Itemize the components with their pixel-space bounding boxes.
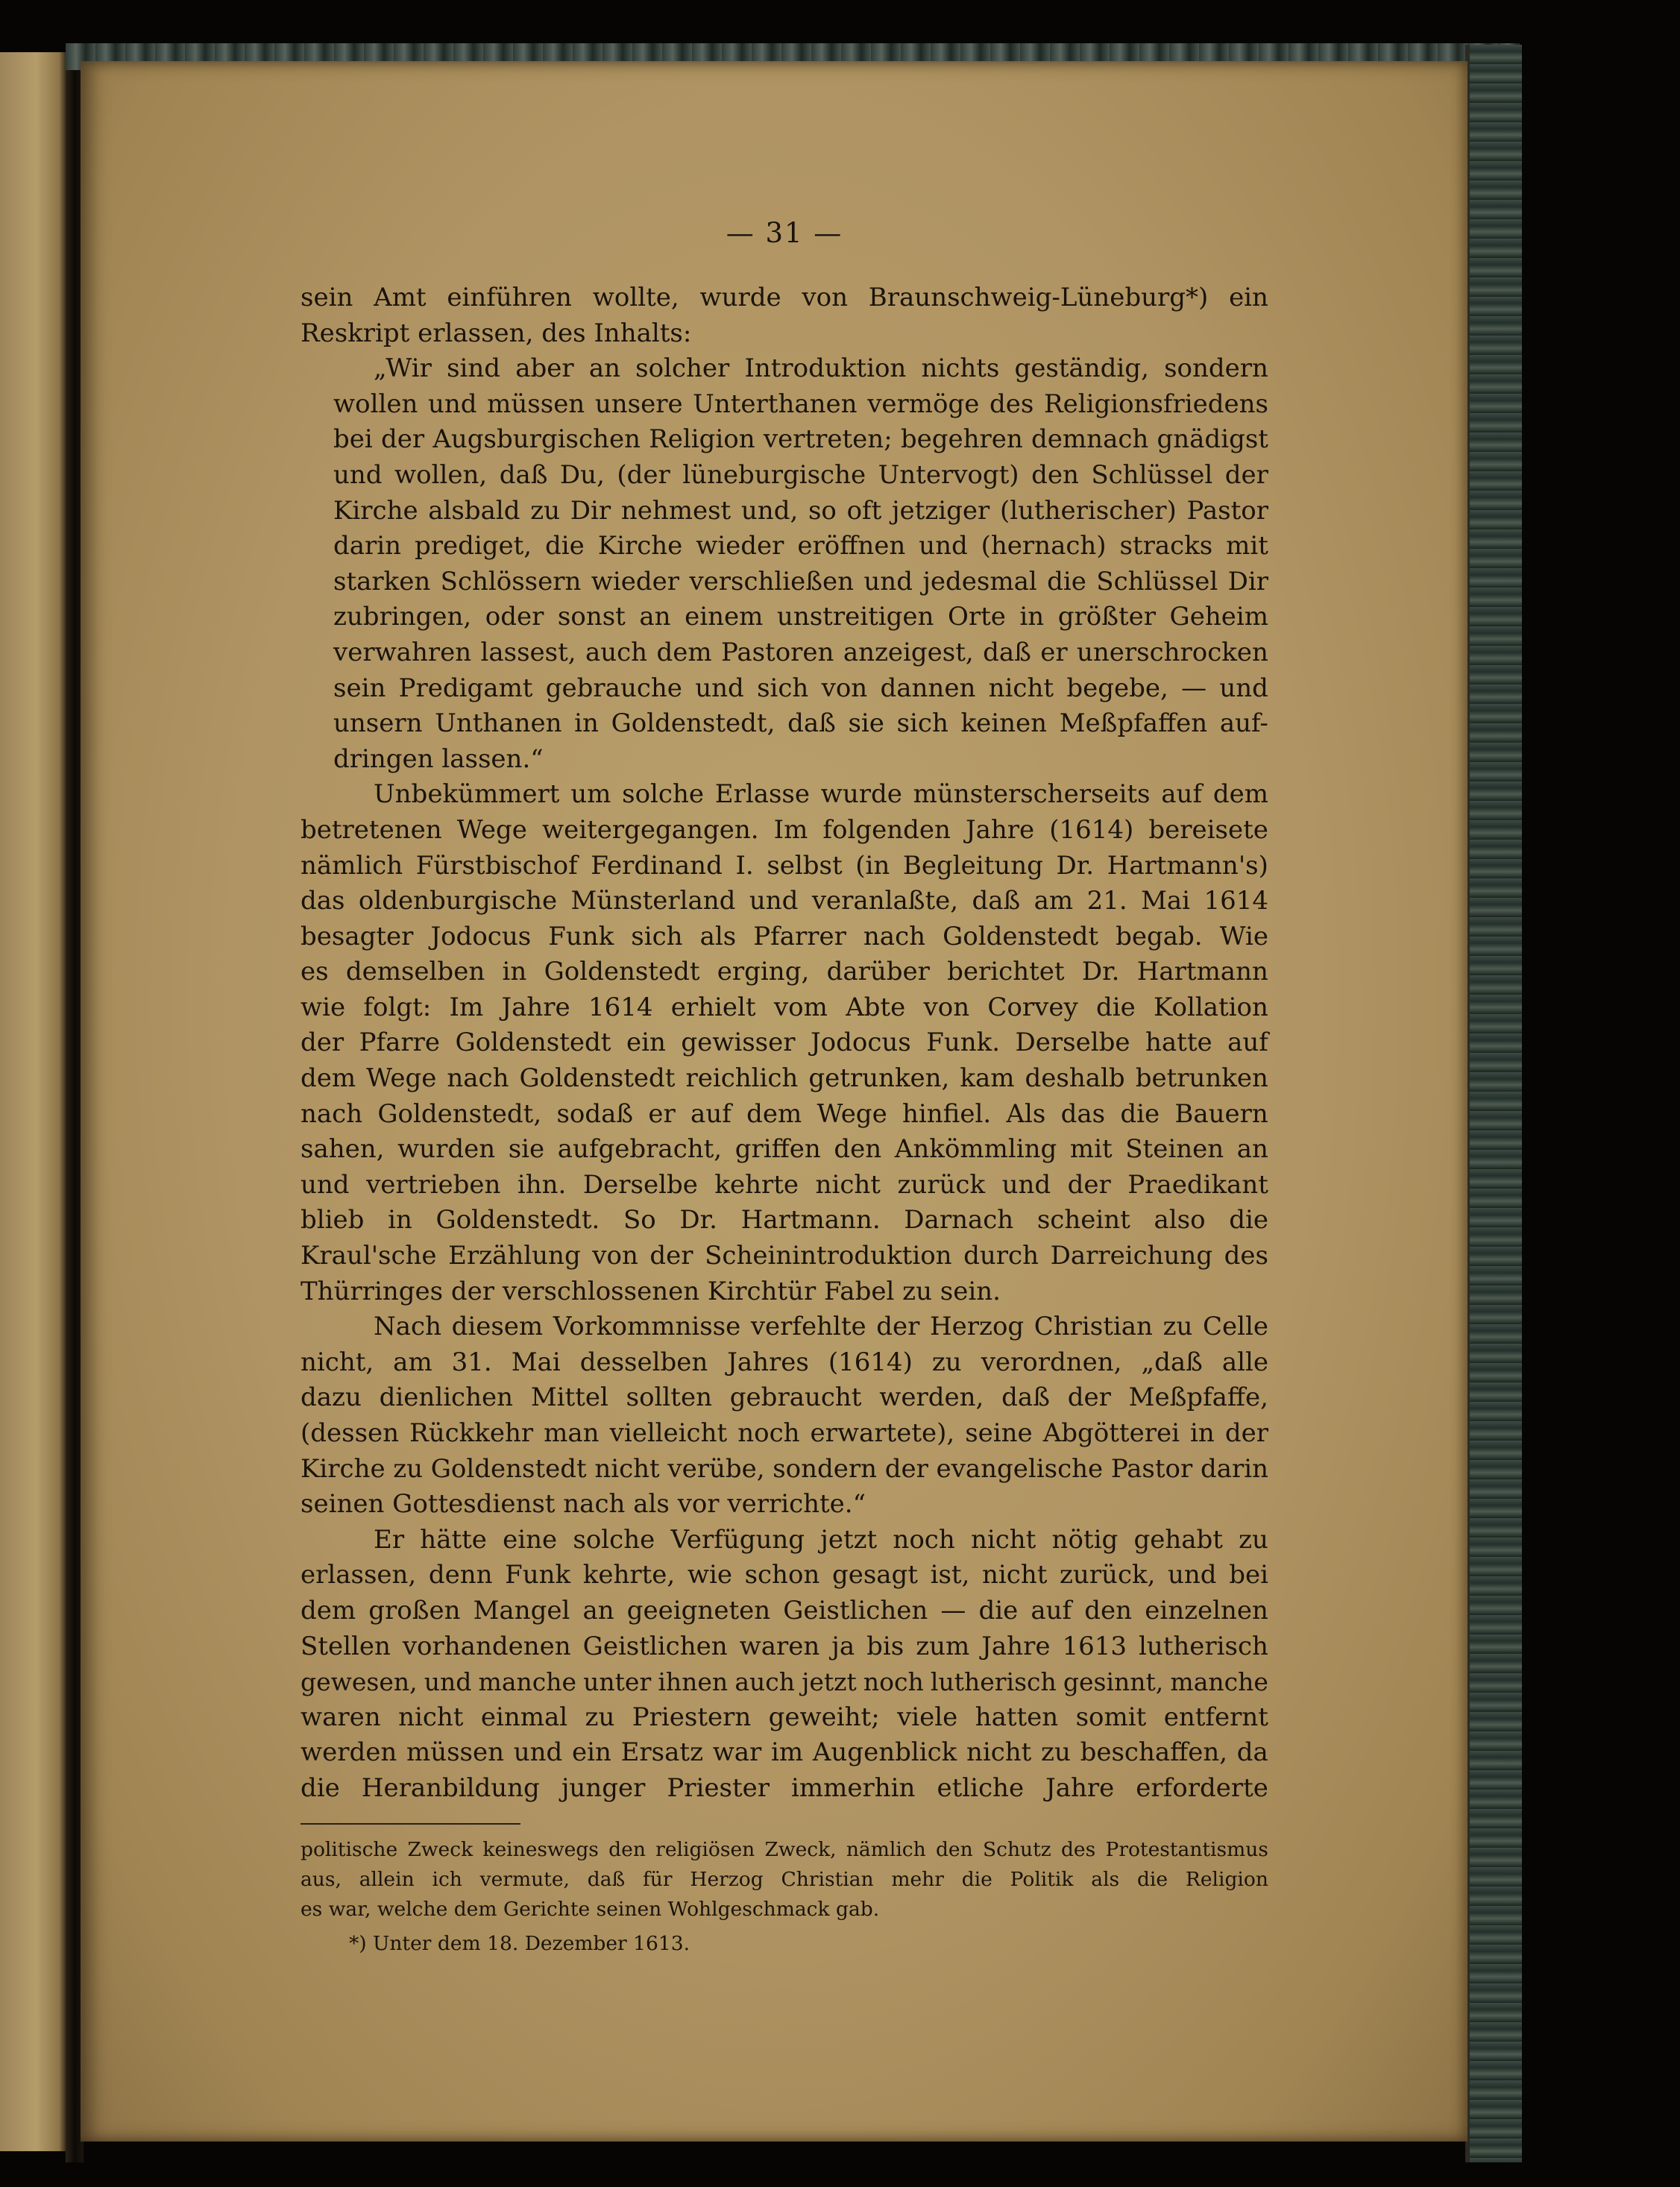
text-line: verwahren lassest, auch dem Pastoren anzeigest, daß er unerschrocken — [333, 637, 1268, 667]
text-line: dringen lassen.“ — [333, 743, 544, 774]
text-line: zubringen, oder sonst an einem unstreitigen Orte in größter Geheim — [333, 602, 1268, 632]
page-text-block — [301, 215, 1268, 1959]
text-line: erlassen, denn Funk kehrte, wie schon gesagt ist, nicht zurück, und bei — [301, 1560, 1268, 1590]
footnote-rule — [301, 1823, 520, 1825]
footnote-line: *) Unter dem 18. Dezember 1613. — [349, 1931, 690, 1955]
text-line: Er hätte eine solche Verfügung jetzt noch nicht nötig gehabt zu — [374, 1524, 1268, 1555]
text-line: sein Amt einführen wollte, wurde von Braunschweig-Lüneburg*) ein — [301, 283, 1268, 312]
text-line: gewesen, und manche unter ihnen auch jetzt noch lutherisch gesinnt, manche — [301, 1667, 1268, 1697]
footnote-line: politische Zweck keineswegs den religiösen Zweck, nämlich den Schutz des Protestantismus — [301, 1837, 1268, 1861]
text-line: Kraul'sche Erzählung von der Scheinintroduktion durch Darreichung des — [301, 1241, 1268, 1271]
text-line: und vertrieben ihn. Derselbe kehrte nicht zurück und der Praedikant — [301, 1169, 1268, 1200]
text-line: Thürringes der verschlossenen Kirchtür Fabel zu sein. — [301, 1276, 1001, 1306]
text-line: werden müssen und ein Ersatz war im Augenblick nicht zu beschaffen, da — [301, 1737, 1268, 1768]
text-line: waren nicht einmal zu Priestern geweiht; viele hatten somit entfernt — [301, 1702, 1268, 1732]
page-number: — 31 — — [726, 217, 843, 249]
text-line: Unbekümmert um solche Erlasse wurde münsterscherseits auf dem — [374, 779, 1268, 810]
previous-page-edge — [0, 52, 66, 2151]
text-line: es demselben in Goldenstedt erging, darüber berichtet Dr. Hartmann — [301, 957, 1268, 987]
text-line: starken Schlössern wieder verschließen und jedesmal die Schlüssel Dir — [333, 566, 1268, 597]
text-line: bei der Augsburgischen Religion vertreten; begehren demnach gnädigst — [333, 424, 1268, 455]
text-line: dazu dienlichen Mittel sollten gebraucht werden, daß der Meßpfaffe, — [301, 1382, 1268, 1413]
text-line: nämlich Fürstbischof Ferdinand I. selbst (in Begleitung Dr. Hartmann's) — [301, 850, 1268, 881]
text-line: unsern Unthanen in Goldenstedt, daß sie sich keinen Meßpfaffen auf- — [333, 708, 1268, 739]
text-line: Kirche alsbald zu Dir nehmest und, so oft jetziger (lutherischer) Pastor — [333, 495, 1268, 526]
text-line: Kirche zu Goldenstedt nicht verübe, sondern der evangelische Pastor darin — [301, 1453, 1268, 1484]
text-line: Reskript erlassen, des Inhalts: — [301, 318, 692, 348]
text-line: sahen, wurden sie aufgebracht, griffen den Ankömmling mit Steinen an — [301, 1134, 1268, 1165]
text-line: besagter Jodocus Funk sich als Pfarrer nach Goldenstedt begab. Wie — [301, 921, 1268, 951]
text-line: Nach diesem Vorkommnisse verfehlte der Herzog Christian zu Celle — [374, 1312, 1268, 1342]
text-line: betretenen Wege weitergegangen. Im folgenden Jahre (1614) bereisete — [301, 814, 1268, 845]
book-cover-edge — [1465, 45, 1522, 2162]
text-line: (dessen Rückkehr man vielleicht noch erwartete), seine Abgötterei in der — [301, 1418, 1268, 1448]
footnote-line: es war, welche dem Gerichte seinen Wohlgeschmack gab. — [301, 1897, 880, 1921]
text-line: der Pfarre Goldenstedt ein gewisser Jodocus Funk. Derselbe hatte auf — [301, 1028, 1268, 1058]
footnotes — [301, 1835, 1268, 1959]
text-line: nach Goldenstedt, sodaß er auf dem Wege hinfiel. Als das die Bauern — [301, 1098, 1268, 1129]
text-line: wollen und müssen unsere Unterthanen vermöge des Religionsfriedens — [333, 388, 1268, 419]
text-line: dem großen Mangel an geeigneten Geistlichen — die auf den einzelnen — [301, 1595, 1268, 1626]
text-line: sein Predigamt gebrauche und sich von dannen nicht begebe, — und — [333, 673, 1268, 703]
text-line: blieb in Goldenstedt. So Dr. Hartmann. Darnach scheint also die — [301, 1205, 1268, 1236]
footnote-line: aus, allein ich vermute, daß für Herzog Christian mehr die Politik als die Religion — [301, 1867, 1268, 1891]
text-line: nicht, am 31. Mai desselben Jahres (1614) zu verordnen, „daß alle — [301, 1347, 1268, 1377]
text-line: „Wir sind aber an solcher Introduktion nichts geständig, sondern — [374, 353, 1268, 384]
text-line: und wollen, daß Du, (der lüneburgische Untervogt) den Schlüssel der — [333, 459, 1268, 490]
text-line: seinen Gottesdienst nach als vor verrichte.“ — [301, 1489, 866, 1520]
body-text — [301, 280, 1268, 1807]
text-line: dem Wege nach Goldenstedt reichlich getrunken, kam deshalb betrunken — [301, 1063, 1268, 1094]
text-line: darin prediget, die Kirche wieder eröffnen und (hernach) stracks mit — [333, 531, 1268, 561]
text-line: wie folgt: Im Jahre 1614 erhielt vom Abte von Corvey die Kollation — [301, 992, 1268, 1022]
text-line: Stellen vorhandenen Geistlichen waren ja bis zum Jahre 1613 lutherisch — [301, 1631, 1268, 1661]
text-line: die Heranbildung junger Priester immerhin etliche Jahre erforderte — [301, 1772, 1268, 1803]
text-line: das oldenburgische Münsterland und veranlaßte, daß am 21. Mai 1614 — [301, 886, 1268, 916]
